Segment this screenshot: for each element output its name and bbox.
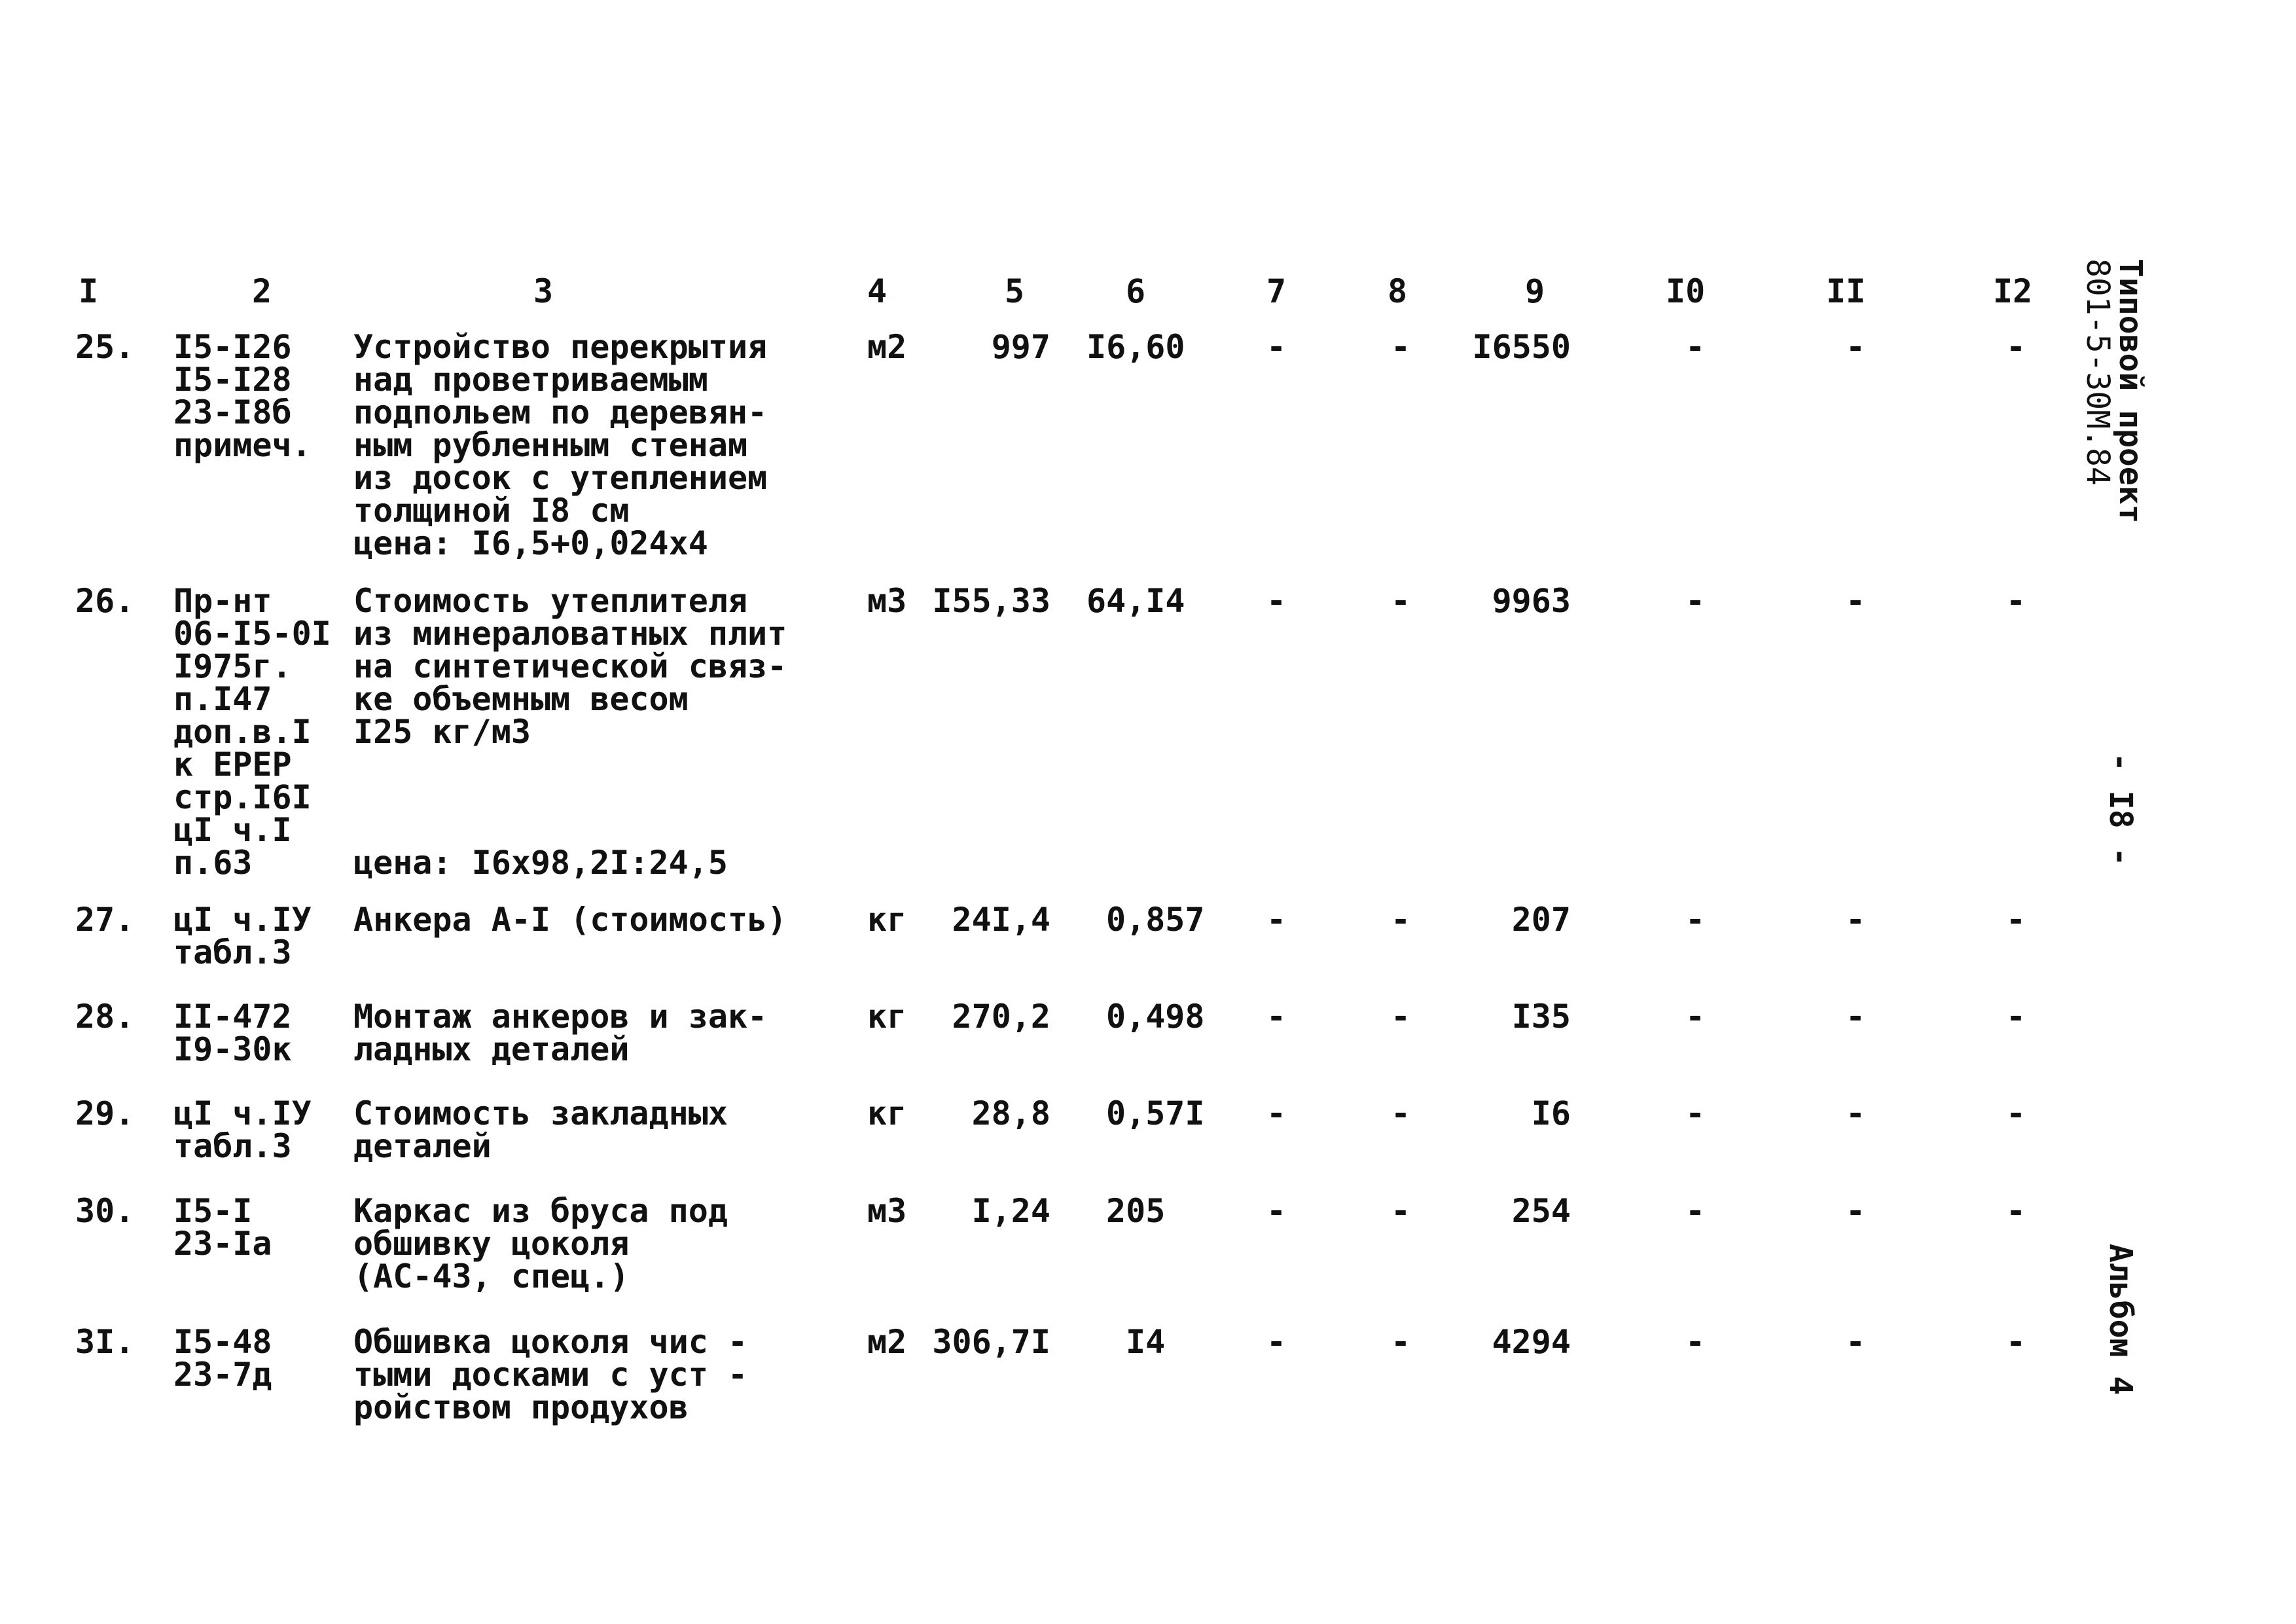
work-description: Стоимость закладных деталей (353, 1094, 728, 1165)
col12-value: - (2005, 1192, 2026, 1230)
col-header-9: 9 (1525, 272, 1545, 310)
col10-value: - (1685, 1094, 1706, 1132)
norm-codes: цI ч.IУ табл.3 (173, 1094, 312, 1165)
unit-price: I4 (1126, 1323, 1166, 1361)
total-cost: 254 (1511, 1192, 1571, 1230)
col10-value: - (1685, 328, 1706, 366)
quantity: 270,2 (952, 998, 1050, 1036)
unit-price: 0,498 (1106, 998, 1205, 1036)
norm-codes: Пр-нт 06-I5-0I I975г. п.I47 доп.в.I к ЕРЕР стр.I6I цI ч.I п.63 (173, 582, 331, 882)
row-number: 3I. (75, 1323, 135, 1361)
unit-price: 0,857 (1106, 901, 1205, 939)
col-header-4: 4 (867, 272, 888, 310)
col11-value: - (1845, 998, 1866, 1036)
col-header-12: I2 (1993, 272, 2033, 310)
total-cost: I6550 (1472, 328, 1571, 366)
unit: м3 (867, 582, 907, 620)
work-description: Анкера А-I (стоимость) (353, 901, 787, 939)
row-number: 26. (75, 582, 135, 620)
col12-value: - (2005, 328, 2026, 366)
col-header-5: 5 (1005, 272, 1025, 310)
work-description: Обшивка цоколя чис - тыми досками с уст - ройством продухов (353, 1323, 748, 1426)
row-number: 28. (75, 998, 135, 1036)
norm-codes: цI ч.IУ табл.3 (173, 901, 312, 971)
table-row (0, 1000, 2068, 1066)
work-description: Стоимость утеплителя из минераловатных плит на синтетической связ- ке объемным весом I25 кг/м3 цена: I6х98,2I:24,5 (353, 582, 787, 882)
row-number: 25. (75, 328, 135, 366)
row-number: 27. (75, 901, 135, 939)
quantity: I,24 (971, 1192, 1050, 1230)
col11-value: - (1845, 1094, 1866, 1132)
col-header-1: I (79, 272, 99, 310)
total-cost: 207 (1511, 901, 1571, 939)
col10-value: - (1685, 582, 1706, 620)
work-description: Каркас из бруса под обшивку цоколя (АС-43, спец.) (353, 1192, 728, 1295)
col10-value: - (1685, 998, 1706, 1036)
margin-project-block (2081, 259, 2147, 524)
margin-page-number: - I8 - (2102, 753, 2139, 867)
total-cost: 9963 (1492, 582, 1571, 620)
col11-value: - (1845, 582, 1866, 620)
col8-value: - (1390, 1094, 1411, 1132)
col8-value: - (1390, 328, 1411, 366)
col8-value: - (1390, 582, 1411, 620)
margin-project-code: 801-5-30М.84 (2079, 259, 2116, 486)
norm-codes: II-472 I9-30к (173, 998, 292, 1068)
col7-value: - (1266, 582, 1287, 620)
unit-price: I6,60 (1086, 328, 1185, 366)
col-header-11: II (1826, 272, 1866, 310)
col7-value: - (1266, 998, 1287, 1036)
col11-value: - (1845, 901, 1866, 939)
unit: м3 (867, 1192, 907, 1230)
norm-codes: I5-I 23-Iа (173, 1192, 272, 1263)
row-number: 29. (75, 1094, 135, 1132)
col7-value: - (1266, 1192, 1287, 1230)
col7-value: - (1266, 901, 1287, 939)
margin-project-title: Типовой проект (2112, 259, 2149, 524)
col-header-2: 2 (252, 272, 272, 310)
col-header-7: 7 (1266, 272, 1287, 310)
col7-value: - (1266, 1094, 1287, 1132)
col8-value: - (1390, 901, 1411, 939)
unit: кг (867, 1094, 907, 1132)
quantity: 306,7I (932, 1323, 1050, 1361)
total-cost: I6 (1531, 1094, 1571, 1132)
col12-value: - (2005, 582, 2026, 620)
margin-album: Альбом 4 (2102, 1244, 2139, 1396)
table-row (0, 903, 2068, 969)
col8-value: - (1390, 1192, 1411, 1230)
col10-value: - (1685, 1192, 1706, 1230)
col10-value: - (1685, 901, 1706, 939)
col8-value: - (1390, 1323, 1411, 1361)
col11-value: - (1845, 1192, 1866, 1230)
table-row (0, 1323, 2068, 1426)
col12-value: - (2005, 901, 2026, 939)
unit-price: 0,57I (1106, 1094, 1205, 1132)
col11-value: - (1845, 328, 1866, 366)
table-row (0, 328, 2068, 562)
col12-value: - (2005, 1094, 2026, 1132)
unit: кг (867, 901, 907, 939)
table-row (0, 582, 2068, 882)
col12-value: - (2005, 998, 2026, 1036)
unit: кг (867, 998, 907, 1036)
unit: м2 (867, 1323, 907, 1361)
quantity: 24I,4 (952, 901, 1050, 939)
unit: м2 (867, 328, 907, 366)
unit-price: 205 (1106, 1192, 1166, 1230)
unit-price: 64,I4 (1086, 582, 1185, 620)
col-header-8: 8 (1388, 272, 1408, 310)
quantity: 28,8 (971, 1094, 1050, 1132)
total-cost: 4294 (1492, 1323, 1571, 1361)
col10-value: - (1685, 1323, 1706, 1361)
quantity: 997 (991, 328, 1050, 366)
col8-value: - (1390, 998, 1411, 1036)
table-row (0, 1192, 2068, 1295)
row-number: 30. (75, 1192, 135, 1230)
col12-value: - (2005, 1323, 2026, 1361)
work-description: Устройство перекрытия над проветриваемым подпольем по деревян- ным рубленным стенам из досок с утеплением толщиной I8 см цена: I6,5+0,024х4 (353, 328, 768, 562)
norm-codes: I5-48 23-7д (173, 1323, 272, 1394)
col11-value: - (1845, 1323, 1866, 1361)
col-header-3: 3 (533, 272, 554, 310)
norm-codes: I5-I26 I5-I28 23-I8б примеч. (173, 328, 312, 464)
col-header-10: I0 (1666, 272, 1706, 310)
col7-value: - (1266, 1323, 1287, 1361)
table-row (0, 1094, 2068, 1165)
col7-value: - (1266, 328, 1287, 366)
total-cost: I35 (1511, 998, 1571, 1036)
quantity: I55,33 (932, 582, 1050, 620)
col-header-6: 6 (1126, 272, 1146, 310)
work-description: Монтаж анкеров и зак- ладных деталей (353, 998, 768, 1068)
